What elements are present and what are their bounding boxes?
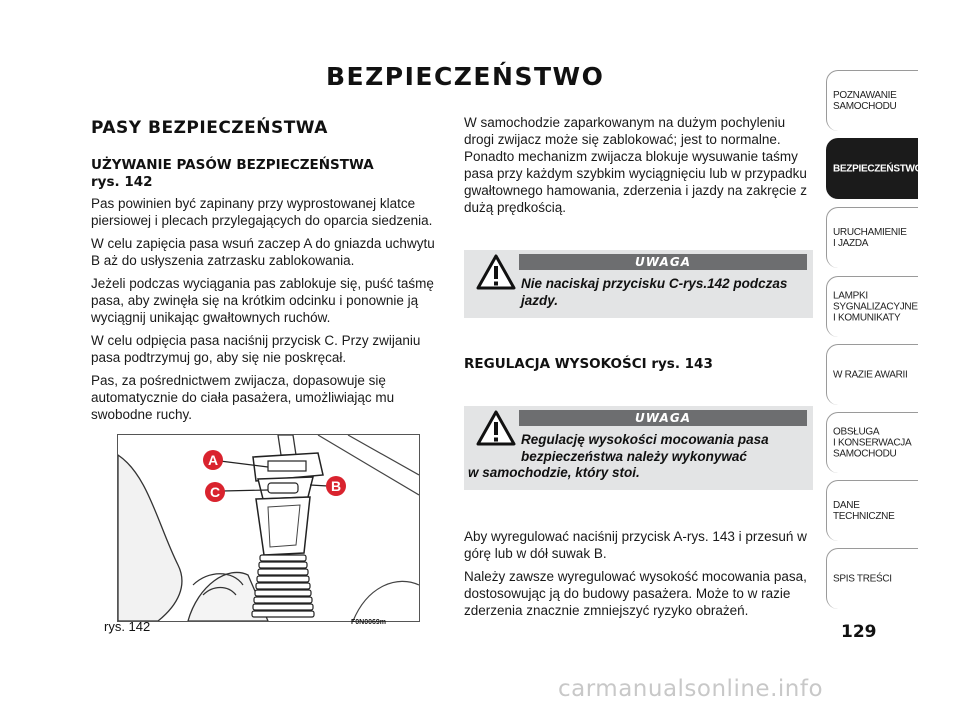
- section-title: PASY BEZPIECZEŃSTWA: [91, 118, 328, 138]
- warning-box: [464, 250, 813, 318]
- page-number: 129: [841, 622, 877, 642]
- paragraph: Jeżeli podczas wyciągania pas zablokuje się, puść taśmę pasa, aby zwinęła się na krótkim odcinku i ponownie ją wyciągnij unikając gwałtownych ruchów.: [91, 276, 434, 325]
- watermark: carmanualsonline.info: [558, 676, 824, 702]
- tab-label: SPIS TREŚCI: [833, 573, 892, 585]
- height-adjustment-title: REGULACJA WYSOKOŚCI rys. 143: [464, 356, 713, 372]
- warning-triangle-icon: [476, 410, 516, 446]
- seatbelt-illustration: [118, 435, 419, 621]
- paragraph: Pas powinien być zapinany przy wyprostowanej klatce piersiowej i plecach przylegających do oparcia siedzenia.: [91, 196, 433, 228]
- tab-label: LAMPKI SYGNALIZACYJNE I KOMUNIKATY: [833, 290, 918, 324]
- warning-text: Regulację wysokości mocowania pasa bezpieczeństwa należy wykonywać: [521, 432, 769, 464]
- subsection-title: UŻYWANIE PASÓW BEZPIECZEŃSTWA rys. 142: [91, 157, 374, 190]
- marker-c-label: C: [209, 484, 221, 500]
- paragraph: Aby wyregulować naciśnij przycisk A-rys. 143 i przesuń w górę lub w dół suwak B.: [464, 529, 807, 561]
- tab-label: POZNAWANIE SAMOCHODU: [833, 90, 897, 112]
- figure-code: F0N0069m: [351, 619, 387, 626]
- marker-b: [326, 476, 346, 496]
- figure-caption: rys. 142: [104, 619, 151, 634]
- tab-dane-techniczne[interactable]: [826, 480, 918, 541]
- right-bottom-text: [464, 528, 809, 625]
- warning-label: UWAGA: [519, 410, 807, 426]
- tab-w-razie-awarii[interactable]: [826, 344, 918, 405]
- tab-uruchamienie-i-jazda[interactable]: [826, 207, 918, 268]
- seatbelt-figure: [117, 434, 420, 622]
- leader-line-b: [310, 485, 328, 486]
- warning-box: [464, 406, 813, 490]
- marker-c: [205, 482, 225, 502]
- paragraph: W samochodzie zaparkowanym na dużym pochyleniu drogi zwijacz może się zablokować; jest to normalne. Ponadto mechanizm zwijacza blokuje wysuwanie taśmy pasa przy każdym szybkim wyciągnięciu lub w przypadku gwałtownego hamowania, zderzenia i jazdy na zakręcie z dużą prędkością.: [464, 115, 807, 215]
- marker-a-label: A: [207, 452, 219, 468]
- left-column-text: [91, 195, 446, 429]
- tab-label: DANE TECHNICZNE: [833, 500, 895, 522]
- warning-triangle-icon: [476, 254, 516, 290]
- paragraph: W celu odpięcia pasa naciśnij przycisk C. Przy zwijaniu pasa podtrzymuj go, aby się nie poskręcał.: [91, 333, 421, 365]
- paragraph: W celu zapięcia pasa wsuń zaczep A do gniazda uchwytu B aż do usłyszenia zatrzasku zablokowania.: [91, 236, 435, 268]
- paragraph: Należy zawsze wyregulować wysokość mocowania pasa, dostosowując ją do budowy pasażera. Może to w razie zderzenia znacznie zmniejszyć ryzyko obrażeń.: [464, 569, 807, 618]
- tab-label: W RAZIE AWARII: [833, 369, 908, 381]
- marker-a: [203, 450, 223, 470]
- tab-obsluga-i-konserwacja[interactable]: [826, 412, 918, 473]
- right-intro-text: [464, 114, 809, 222]
- tab-poznawanie-samochodu[interactable]: [826, 70, 918, 131]
- warning-text: Nie naciskaj przycisku C-rys.142 podczas jazdy.: [521, 276, 788, 308]
- paragraph: Pas, za pośrednictwem zwijacza, dopasowuje się automatycznie do ciała pasażera, umożliwiając mu swobodne ruchy.: [91, 373, 395, 422]
- tab-spis-tresci[interactable]: [826, 548, 918, 609]
- page-title: BEZPIECZEŃSTWO: [326, 62, 605, 91]
- warning-label: UWAGA: [519, 254, 807, 270]
- tab-label: BEZPIECZEŃSTWO: [833, 163, 923, 175]
- tab-label: URUCHAMIENIE I JAZDA: [833, 227, 907, 249]
- warning-text-last-line: w samochodzie, który stoi.: [468, 465, 640, 480]
- tab-lampki-sygnalizacyjne[interactable]: [826, 276, 918, 337]
- tab-label: OBSŁUGA I KONSERWACJA SAMOCHODU: [833, 426, 912, 460]
- tab-bezpieczenstwo[interactable]: [826, 138, 923, 199]
- marker-b-label: B: [330, 478, 342, 494]
